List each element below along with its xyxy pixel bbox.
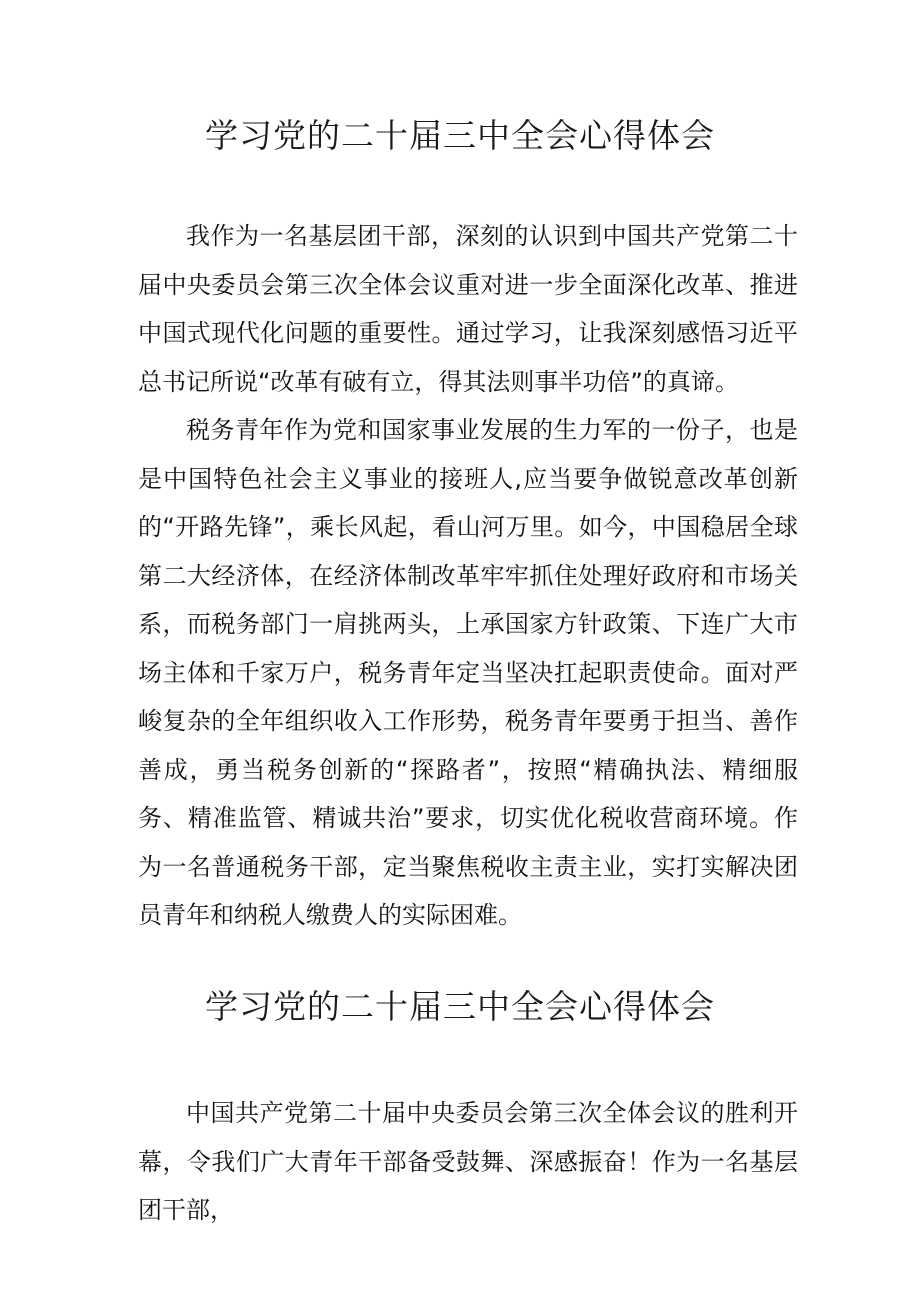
paragraph-1-1: 我作为一名基层团干部，深刻的认识到中国共产党第二十届中央委员会第三次全体会议重对进一步全面深化改革、推进中国式现代化问题的重要性。通过学习，让我深刻感悟习近平总书记所说“改革有破有立，得其法则事半功倍”的真谛。: [138, 222, 798, 396]
section-body-2: [138, 1089, 798, 1235]
section-title-1: 学习党的二十届三中全会心得体会: [205, 116, 715, 155]
section-body-1: [138, 212, 798, 940]
section-title-2: 学习党的二十届三中全会心得体会: [205, 987, 715, 1026]
paragraph-1-2: 税务青年作为党和国家事业发展的生力军的一份子，也是是中国特色社会主义事业的接班人,应当要争做锐意改革创新的“开路先锋”，乘长风起，看山河万里。如今，中国稳居全球第二大经济体，在经济体制改革牢牢抓住处理好政府和市场关系，而税务部门一肩挑两头，上承国家方针政策、下连广大市场主体和千家万户，税务青年定当坚决扛起职责使命。面对严峻复杂的全年组织收入工作形势，税务青年要勇于担当、善作善成，勇当税务创新的“探路者”，按照“精确执法、精细服务、精准监管、精诚共治”要求，切实优化税收营商环境。作为一名普通税务干部，定当聚焦税收主责主业，实打实解决团员青年和纳税人缴费人的实际困难。: [138, 416, 798, 929]
paragraph-2-1: 中国共产党第二十届中央委员会第三次全体会议的胜利开幕，令我们广大青年干部备受鼓舞、深感振奋！作为一名基层团干部，: [138, 1099, 798, 1224]
